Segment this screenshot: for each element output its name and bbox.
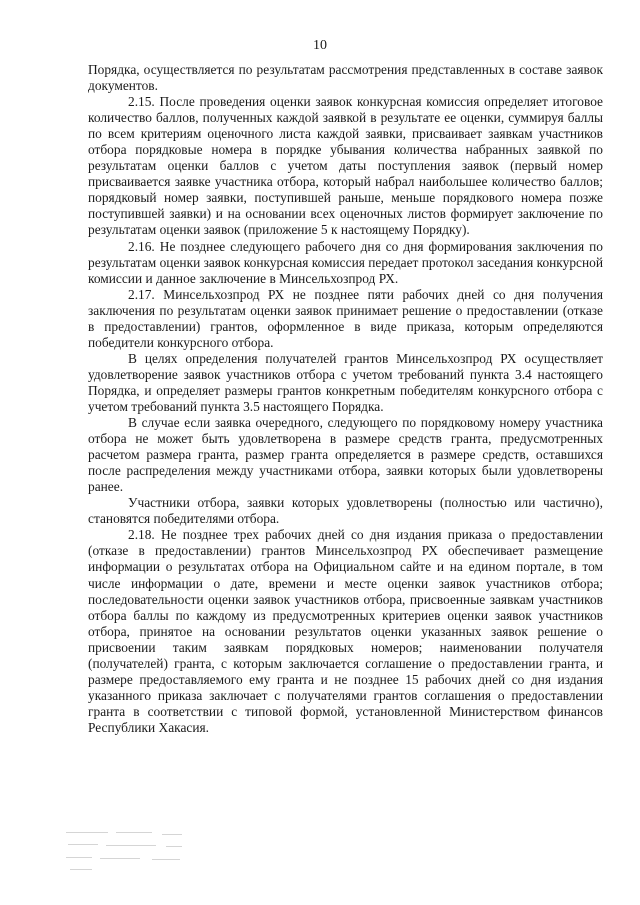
paragraph-2-17: 2.17. Минсельхозпрод РХ не позднее пяти рабочих дней со дня получения заключения по результатам оценки заявок принимает решение о предоставлении (отказе в предоставлении) грантов, оформленное в виде приказа, которым определяются победители конкурсного отбора. (88, 286, 603, 350)
paragraph-continuation: Порядка, осуществляется по результатам рассмотрения представленных в составе заявок документов. (88, 62, 603, 94)
paragraph-2-18: 2.18. Не позднее трех рабочих дней со дня издания приказа о предоставлении (отказе в предоставлении) грантов Минсельхозпрод РХ обеспечивает размещение информации о результатах отбора на Официальном сайте и на едином портале, в том числе информации о дате, времени и месте оценки заявок участников отбора; последовательности оценки заявок участников отбора, присвоенные заявкам участников отбора баллы по каждому из предусмотренных критериев оценки заявок участников отбора, принятое на основании результатов оценки указанных заявок решение о присвоении таким заявкам порядковых номеров; наименовании получателя (получателей) гранта, с которым заключается соглашение о предоставлении гранта, и размере предоставляемого ему гранта и не позднее 15 рабочих дней со дня издания указанного приказа заключает с получателями грантов соглашения о предоставлении гранта в соответствии с типовой формой, установленной Министерством финансов Республики Хакасия. (88, 527, 603, 735)
paragraph-2-15: 2.15. После проведения оценки заявок конкурсная комиссия определяет итоговое количество баллов, полученных каждой заявкой в результате ее оценки, суммируя баллы по всем критериям оценочного листа каждой заявки, присваивает заявкам участников отбора порядковые номера в порядке убывания количества набранных заявкой по результатам оценки баллов с учетом даты поступления заявок (первый номер присваивается заявке участника отбора, который набрал наибольшее количество баллов; порядковый номер заявки, поступившей раньше, меньше порядкового номера позже поступившей заявки) и на основании всех оценочных листов формирует заключение по результатам оценки заявок (приложение 5 к настоящему Порядку). (88, 94, 603, 238)
document-body (88, 62, 603, 736)
paragraph-winners: Участники отбора, заявки которых удовлетворены (полностью или частично), становятся победителями отбора. (88, 495, 603, 527)
paragraph-grant-recipients: В целях определения получателей грантов Минсельхозпрод РХ осуществляет удовлетворение заявок участников отбора с учетом требований пункта 3.4 настоящего Порядка, и определяет размеры грантов конкретным победителям конкурсного отбора с учетом требований пункта 3.5 настоящего Порядка. (88, 350, 603, 414)
scan-artifact (62, 826, 192, 876)
paragraph-insufficient-funds: В случае если заявка очередного, следующего по порядковому номеру участника отбора не может быть удовлетворена в размере средств гранта, предусмотренных расчетом размера гранта, размер гранта определяется в размере средств, оставшихся после распределения между участниками отбора, заявки которых были удовлетворены ранее. (88, 415, 603, 495)
paragraph-2-16: 2.16. Не позднее следующего рабочего дня со дня формирования заключения по результатам оценки заявок конкурсная комиссия передает протокол заседания конкурсной комиссии и данное заключение в Минсельхозпрод РХ. (88, 238, 603, 286)
page-number: 10 (313, 38, 327, 53)
